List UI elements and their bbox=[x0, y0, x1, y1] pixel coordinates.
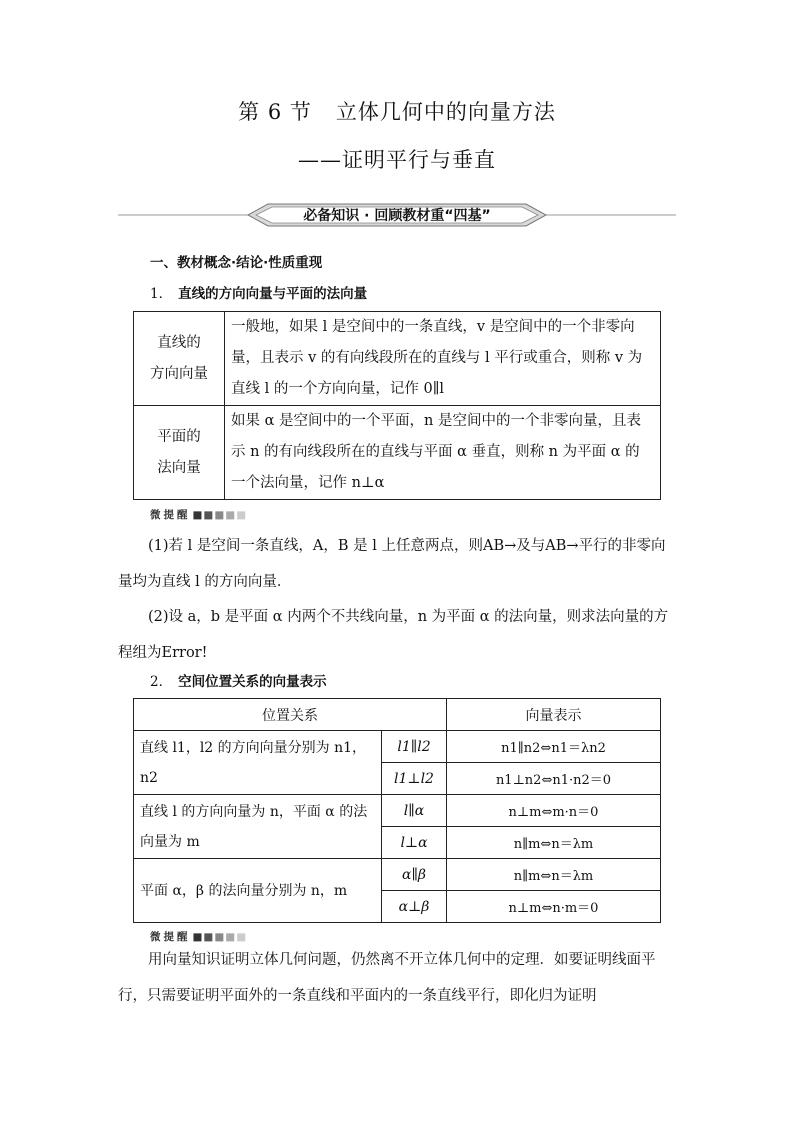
table-row bbox=[134, 731, 661, 763]
chapter-title bbox=[0, 96, 794, 126]
table-row bbox=[134, 795, 661, 827]
header-relation: 位置关系 bbox=[134, 699, 447, 731]
vector-expression: n⊥m⇔m·n＝0 bbox=[447, 795, 661, 827]
relation-condition: l1⊥l2 bbox=[382, 763, 447, 795]
vector-expression: n1⊥n2⇔n1·n2＝0 bbox=[447, 763, 661, 795]
table-row bbox=[134, 406, 661, 500]
relation-condition: l∥α bbox=[382, 795, 447, 827]
section-heading: 一、教材概念·结论·性质重现 bbox=[150, 255, 323, 271]
relation-condition: l1∥l2 bbox=[382, 731, 447, 763]
row-label: 平面的 法向量 bbox=[134, 406, 225, 500]
relation-description: 直线 l1，l2 的方向向量分别为 n1，n2 bbox=[134, 731, 382, 795]
section-number: 第 6 节 bbox=[238, 100, 312, 124]
vector-expression: n∥m⇔n＝λm bbox=[447, 859, 661, 891]
banner-title: 必备知识 · 回顾教材重“四基” bbox=[303, 208, 491, 224]
vector-expression: n1∥n2⇔n1＝λn2 bbox=[447, 731, 661, 763]
table-header-row bbox=[134, 699, 661, 731]
vector-definition-table bbox=[133, 311, 661, 500]
closing-paragraph: 用向量知识证明立体几何问题，仍然离不开立体几何中的定理．如要证明线面平行，只需要证明平面外的一条直线和平面内的一条直线平行，即化归为证明 bbox=[118, 952, 656, 1004]
vector-expression: n⊥m⇔n·m＝0 bbox=[447, 891, 661, 923]
tip-dots-icon: ■■■■■ bbox=[192, 509, 248, 521]
tip-label-2: 微提醒 ■■■■■ bbox=[150, 931, 248, 943]
position-relation-table bbox=[133, 698, 661, 923]
table-row bbox=[134, 312, 661, 406]
subsection-heading-1: 1． 直线的方向向量与平面的法向量 bbox=[150, 286, 368, 302]
row-definition: 一般地，如果 l 是空间中的一条直线，v 是空间中的一个非零向量，且表示 v 的有向线段所在的直线与 l 平行或重合，则称 v 为直线 l 的一个方向向量，记作 0∥l bbox=[225, 312, 661, 406]
subsection-heading-2: 2． 空间位置关系的向量表示 bbox=[150, 674, 327, 690]
relation-condition: α∥β bbox=[382, 859, 447, 891]
section-title: 立体几何中的向量方法 bbox=[335, 100, 556, 124]
relation-condition: l⊥α bbox=[382, 827, 447, 859]
chapter-subtitle: ——证明平行与垂直 bbox=[298, 148, 496, 172]
tip-label-1: 微提醒 ■■■■■ bbox=[150, 509, 248, 521]
header-vector: 向量表示 bbox=[447, 699, 661, 731]
vector-expression: n∥m⇔n＝λm bbox=[447, 827, 661, 859]
tip-paragraph: (1)若 l 是空间一条直线，A，B 是 l 上任意两点，则AB→及与AB→平行的非零向量均为直线 l 的方向向量． bbox=[118, 538, 666, 590]
row-definition: 如果 α 是空间中的一个平面，n 是空间中的一个非零向量，且表示 n 的有向线段所在的直线与平面 α 垂直，则称 n 为平面 α 的一个法向量，记作 n⊥α bbox=[225, 406, 661, 500]
relation-description: 直线 l 的方向向量为 n，平面 α 的法向量为 m bbox=[134, 795, 382, 859]
section-banner bbox=[118, 198, 676, 232]
tip-paragraph: (2)设 a，b 是平面 α 内两个不共线向量，n 为平面 α 的法向量，则求法向量的方程组为Error! bbox=[118, 609, 669, 661]
tip-dots-icon: ■■■■■ bbox=[192, 931, 248, 943]
row-label: 直线的 方向向量 bbox=[134, 312, 225, 406]
relation-condition: α⊥β bbox=[382, 891, 447, 923]
table-row bbox=[134, 859, 661, 891]
relation-description: 平面 α，β 的法向量分别为 n，m bbox=[134, 859, 382, 923]
